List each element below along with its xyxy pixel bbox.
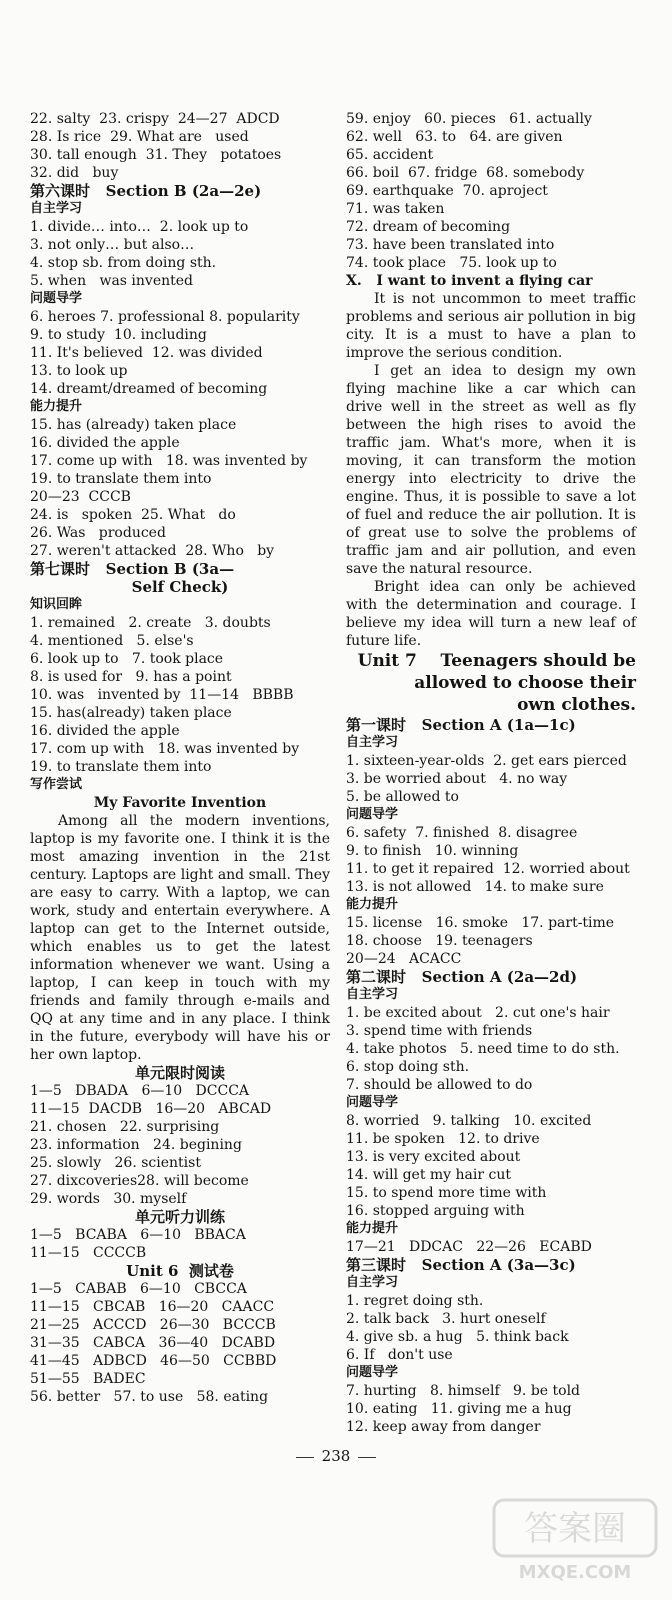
answer-line: 1. regret doing sth. — [346, 1293, 484, 1309]
section-heading: 第一课时 Section A (1a—1c) — [346, 716, 576, 734]
essay-paragraph: Among all the modern inventions, laptop is my favorite one. I think it is the most amazing invention in the 21st century. Laptops are light and small. They are easy to carry. With a laptop, we can work, study and entertain everywhere. A laptop can get to the Internet outside, which enables us to get the latest information whenever we want. Using a laptop, I can keep in touch with my friends and family through e-mails and QQ at any time and in any place. I think in the future, everybody will have his or her own laptop. — [30, 813, 330, 1063]
answer-line: 28. Is rice 29. What are used — [30, 129, 249, 145]
answer-line: 14. dreamt/dreamed of becoming — [30, 381, 268, 397]
answer-line: 20—24 ACACC — [346, 951, 462, 967]
subsection-label: 问题导学 — [346, 1365, 399, 1380]
answer-line: 11—15 CBCAB 16—20 CAACC — [30, 1299, 275, 1315]
section-heading: Unit 6 测试卷 — [126, 1262, 234, 1280]
answer-line: 1. be excited about 2. cut one's hair — [346, 1005, 610, 1021]
answer-line: 1—5 BCABA 6—10 BBACA — [30, 1227, 246, 1243]
answer-line: 6. look up to 7. took place — [30, 651, 224, 667]
answer-line: 16. divided the apple — [30, 723, 180, 739]
subsection-label: 能力提升 — [346, 897, 399, 912]
answer-line: 3. not only… but also… — [30, 237, 195, 253]
answer-line: 13. to look up — [30, 363, 128, 379]
answer-line: 5. when was invented — [30, 273, 194, 289]
answer-line: 4. mentioned 5. else's — [30, 633, 194, 649]
answer-line: 9. to finish 10. winning — [346, 843, 519, 859]
answer-line: 1. divide… into… 2. look up to — [30, 219, 249, 235]
section-heading: 第二课时 Section A (2a—2d) — [346, 968, 578, 986]
answer-line: 19. to translate them into — [30, 759, 212, 775]
page-number — [0, 1447, 672, 1465]
subsection-label: 写作尝试 — [30, 777, 83, 792]
section-heading: 第三课时 Section A (3a—3c) — [346, 1256, 576, 1274]
answer-line: 7. hurting 8. himself 9. be told — [346, 1383, 581, 1399]
answer-line: 26. Was produced — [30, 525, 166, 541]
answer-line: 74. took place 75. look up to — [346, 255, 557, 271]
answer-line: 6. safety 7. finished 8. disagree — [346, 825, 578, 841]
section-heading: 第六课时 Section B (2a—2e) — [30, 182, 262, 200]
essay-paragraph: It is not uncommon to meet traffic problems and serious air pollution in big city. It is a must to have a plan to improve the serious condition. — [346, 291, 636, 361]
answer-line: 11. to get it repaired 12. worried about — [346, 861, 630, 877]
answer-line: 8. worried 9. talking 10. excited — [346, 1113, 592, 1129]
left-column — [30, 110, 330, 1406]
answer-line: 13. is not allowed 14. to make sure — [346, 879, 604, 895]
answer-line: 27. weren't attacked 28. Who by — [30, 543, 275, 559]
answer-line: 4. stop sb. from doing sth. — [30, 255, 217, 271]
answer-line: 10. was invented by 11—14 BBBB — [30, 687, 294, 703]
answer-line: 4. take photos 5. need time to do sth. — [346, 1041, 620, 1057]
answer-line: 6. If don't use — [346, 1347, 453, 1363]
unit-title: own clothes. — [517, 695, 636, 715]
subsection-label: 问题导学 — [346, 807, 399, 822]
answer-line: 19. to translate them into — [30, 471, 212, 487]
answer-line: 11. be spoken 12. to drive — [346, 1131, 540, 1147]
answer-line: 27. dixcoveries28. will become — [30, 1173, 249, 1189]
page-number-value: 238 — [321, 1447, 351, 1465]
answer-line: 7. should be allowed to do — [346, 1077, 533, 1093]
essay-paragraph: I get an idea to design my own flying machine like a car which can drive well in the street as well as fly between the high rises to avoid the traffic jam. What's more, when it is moving, it can transform the motion energy into electricity to drive the engine. Thus, it is possible to save a lot of fuel and reduce the air pollution. It is of great use to solve the problems of traffic jam and air pollution, and even save the natural resource. — [346, 363, 636, 577]
answer-line: 31—35 CABCA 36—40 DCABD — [30, 1335, 276, 1351]
answer-line: 71. was taken — [346, 201, 445, 217]
answer-line: 17—21 DDCAC 22—26 ECABD — [346, 1239, 592, 1255]
answer-line: 11. It's believed 12. was divided — [30, 345, 263, 361]
essay-paragraph: Bright idea can only be achieved with the determination and courage. I believe my idea will turn a new leaf of future life. — [346, 579, 636, 649]
section-heading: 第七课时 Section B (3a— — [30, 560, 235, 578]
answer-line: 72. dream of becoming — [346, 219, 511, 235]
answer-line: 14. will get my hair cut — [346, 1167, 512, 1183]
answer-line: 9. to study 10. including — [30, 327, 207, 343]
answer-line: 25. slowly 26. scientist — [30, 1155, 201, 1171]
unit-title: Unit 7 Teenagers should be — [357, 651, 636, 671]
subsection-label: 问题导学 — [346, 1095, 399, 1110]
page-number-dash-right — [358, 1457, 376, 1458]
answer-line: 3. spend time with friends — [346, 1023, 533, 1039]
essay-heading: Ⅹ. I want to invent a flying car — [346, 273, 593, 289]
section-heading: 单元限时阅读 — [134, 1064, 225, 1082]
answer-line: 15. has(already) taken place — [30, 705, 232, 721]
section-heading: 单元听力训练 — [134, 1208, 225, 1226]
answer-line: 2. talk back 3. hurt oneself — [346, 1311, 546, 1327]
answer-line: 32. did buy — [30, 165, 119, 181]
subsection-label: 问题导学 — [30, 291, 83, 306]
answer-line: 5. be allowed to — [346, 789, 459, 805]
answer-line: 6. heroes 7. professional 8. popularity — [30, 309, 300, 325]
answer-line: 20—23 CCCB — [30, 489, 131, 505]
subsection-label: 自主学习 — [30, 201, 83, 216]
answer-line: 1—5 DBADA 6—10 DCCCA — [30, 1083, 250, 1099]
watermark-text: 答案圈 — [524, 1509, 626, 1549]
section-heading: Self Check) — [131, 578, 229, 596]
answer-line: 23. information 24. begining — [30, 1137, 242, 1153]
subsection-label: 自主学习 — [346, 735, 399, 750]
answer-line: 15. license 16. smoke 17. part-time — [346, 915, 615, 931]
watermark-logo — [490, 1496, 660, 1586]
answer-line: 4. give sb. a hug 5. think back — [346, 1329, 569, 1345]
answer-line: 3. be worried about 4. no way — [346, 771, 568, 787]
answer-line: 10. eating 11. giving me a hug — [346, 1401, 572, 1417]
answer-line: 62. well 63. to 64. are given — [346, 129, 563, 145]
answer-line: 21—25 ACCCD 26—30 BCCCB — [30, 1317, 276, 1333]
answer-line: 29. words 30. myself — [30, 1191, 187, 1207]
answer-line: 1—5 CABAB 6—10 CBCCA — [30, 1281, 247, 1297]
answer-line: 15. to spend more time with — [346, 1185, 547, 1201]
watermark-url: MXQE.COM — [518, 1562, 632, 1583]
answer-line: 41—45 ADBCD 46—50 CCBBD — [30, 1353, 277, 1369]
answer-line: 24. is spoken 25. What do — [30, 507, 236, 523]
answer-line: 16. divided the apple — [30, 435, 180, 451]
answer-line: 56. better 57. to use 58. eating — [30, 1389, 269, 1405]
answer-line: 66. boil 67. fridge 68. somebody — [346, 165, 585, 181]
subsection-label: 能力提升 — [30, 399, 83, 414]
answer-line: 17. com up with 18. was invented by — [30, 741, 300, 757]
answer-line: 18. choose 19. teenagers — [346, 933, 533, 949]
subsection-label: 自主学习 — [346, 987, 399, 1002]
answer-line: 15. has (already) taken place — [30, 417, 237, 433]
subsection-label: 自主学习 — [346, 1275, 399, 1290]
answer-line: 11—15 CCCCB — [30, 1245, 147, 1261]
answer-line: 30. tall enough 31. They potatoes — [30, 147, 282, 163]
answer-line: 6. stop doing sth. — [346, 1059, 470, 1075]
answer-line: 22. salty 23. crispy 24—27 ADCD — [30, 111, 280, 127]
answer-line: 13. is very excited about — [346, 1149, 521, 1165]
answer-line: 16. stopped arguing with — [346, 1203, 525, 1219]
answer-line: 12. keep away from danger — [346, 1419, 541, 1435]
unit-title: allowed to choose their — [414, 673, 636, 693]
answer-line: 17. come up with 18. was invented by — [30, 453, 308, 469]
answer-line: 11—15 DACDB 16—20 ABCAD — [30, 1101, 272, 1117]
answer-line: 69. earthquake 70. aproject — [346, 183, 548, 199]
page-number-dash-left — [296, 1457, 314, 1458]
right-column — [346, 110, 636, 1436]
answer-line: 8. is used for 9. has a point — [30, 669, 232, 685]
essay-title: My Favorite Invention — [93, 795, 267, 811]
answer-line: 1. sixteen-year-olds 2. get ears pierced — [346, 753, 627, 769]
answer-line: 73. have been translated into — [346, 237, 555, 253]
answer-line: 1. remained 2. create 3. doubts — [30, 615, 271, 631]
answer-line: 21. chosen 22. surprising — [30, 1119, 220, 1135]
answer-line: 65. accident — [346, 147, 434, 163]
answer-line: 59. enjoy 60. pieces 61. actually — [346, 111, 592, 127]
subsection-label: 能力提升 — [346, 1221, 399, 1236]
subsection-label: 知识回眸 — [30, 597, 83, 612]
answer-line: 51—55 BADEC — [30, 1371, 146, 1387]
